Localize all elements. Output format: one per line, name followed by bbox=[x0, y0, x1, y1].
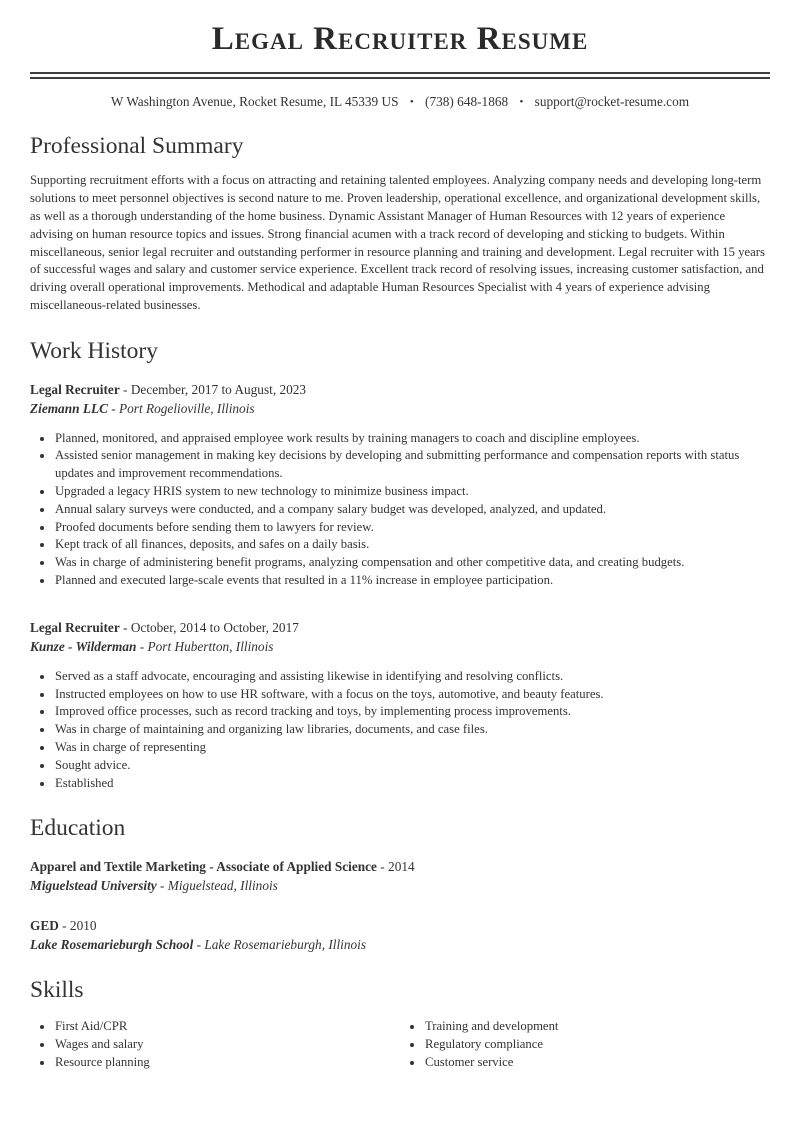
job-bullet: • Proofed documents before sending them to lawyers for review. bbox=[54, 519, 770, 537]
job-bullet-list bbox=[30, 668, 770, 793]
job-bullet: • Instructed employees on how to use HR software, with a focus on the toys, automotive, and beauty features. bbox=[54, 686, 770, 704]
job-bullet: • Established bbox=[54, 775, 770, 793]
dash-separator: - bbox=[111, 400, 116, 416]
company-name: Ziemann LLC bbox=[30, 400, 108, 416]
job-bullet: • Planned and executed large-scale events that resulted in a 11% increase in employee participation. bbox=[54, 572, 770, 590]
contact-address: W Washington Avenue, Rocket Resume, IL 45339 US bbox=[110, 93, 399, 109]
skill-item: • Wages and salary bbox=[54, 1036, 400, 1054]
dash-separator: - bbox=[380, 859, 385, 875]
job-bullet: • Was in charge of administering benefit programs, analyzing compensation and other competitive data, and creating budgets. bbox=[54, 554, 770, 572]
graduation-year: 2014 bbox=[388, 859, 415, 875]
job-bullet: • Sought advice. bbox=[54, 757, 770, 775]
job-bullet: • Assisted senior management in making key decisions by developing and submitting performance and compensation reports with status updates and improvement recommendations. bbox=[54, 447, 770, 483]
graduation-year: 2010 bbox=[69, 918, 97, 934]
job-bullet: • Upgraded a legacy HRIS system to new technology to minimize business impact. bbox=[54, 483, 770, 501]
contact-separator-dot: • bbox=[519, 95, 524, 108]
job-dates: December, 2017 to August, 2023 bbox=[130, 381, 307, 397]
job-entry bbox=[30, 618, 770, 793]
skill-item: • Training and development bbox=[424, 1018, 770, 1036]
company-name: Kunze - Wilderman bbox=[30, 638, 137, 654]
dash-separator: - bbox=[160, 878, 165, 894]
job-dates: October, 2014 to October, 2017 bbox=[130, 619, 299, 635]
job-bullet: • Planned, monitored, and appraised employee work results by training managers to coach and discipline employees. bbox=[54, 430, 770, 448]
skills-list-left bbox=[30, 1018, 400, 1072]
job-entry bbox=[30, 380, 770, 590]
job-bullet: • Was in charge of maintaining and organizing law libraries, documents, and case files. bbox=[54, 721, 770, 739]
job-title: Legal Recruiter bbox=[30, 619, 120, 635]
job-location: Port Rogelioville, Illinois bbox=[119, 400, 255, 416]
education-entry bbox=[30, 857, 770, 895]
education-entry bbox=[30, 916, 770, 954]
job-location: Port Hubertton, Illinois bbox=[147, 638, 274, 654]
school-line bbox=[30, 935, 770, 954]
contact-email: support@rocket-resume.com bbox=[534, 93, 690, 109]
job-company-line bbox=[30, 637, 770, 656]
skill-item: • Resource planning bbox=[54, 1054, 400, 1072]
school-name: Miguelstead University bbox=[30, 878, 157, 894]
section-heading-professional-summary: Professional Summary bbox=[30, 132, 244, 159]
job-bullet: • Improved office processes, such as record tracking and toys, by implementing process improvements. bbox=[54, 703, 770, 721]
degree-name: Apparel and Textile Marketing - Associate of Applied Science bbox=[30, 859, 377, 875]
job-title: Legal Recruiter bbox=[30, 381, 120, 397]
contact-phone: (738) 648-1868 bbox=[425, 93, 509, 109]
professional-summary-text: Supporting recruitment efforts with a focus on attracting and retaining talented employees. Analyzing company needs and developing long-term solutions to meet personnel objectives is second nature to me. Proven leadership, operational excellence, and organizational development skills, as well as a thorough understanding of the home business. Dynamic Assistant Manager of Human Resources with 12 years of experience advising on human resource topics and issues. Strong financial acumen with a track record of developing and sticking to budgets. Within miscellaneous, senior legal recruiter and outstanding performer in resource planning and training and development. Legal recruiter with 15 years of successful wages and salary and customer service experience. Excellent track record of resolving issues, increasing customer satisfaction, and driving overall operational improvements. Methodical and adaptable Human Resources Specialist with 4 years of experience advising miscellaneous-related businesses. bbox=[30, 173, 765, 313]
header-divider bbox=[30, 72, 770, 79]
skill-item: • First Aid/CPR bbox=[54, 1018, 400, 1036]
degree-line bbox=[30, 916, 770, 935]
job-bullet: • Was in charge of representing bbox=[54, 739, 770, 757]
section-heading-work-history: Work History bbox=[30, 337, 158, 364]
section-heading-education: Education bbox=[30, 815, 126, 842]
job-title-line bbox=[30, 618, 770, 637]
degree-line bbox=[30, 857, 770, 876]
dash-separator: - bbox=[123, 381, 128, 397]
job-bullet: • Annual salary surveys were conducted, and a company salary budget was developed, analyzed, and updated. bbox=[54, 501, 770, 519]
job-company-line bbox=[30, 399, 770, 418]
dash-separator: - bbox=[196, 937, 202, 953]
dash-separator: - bbox=[62, 918, 67, 934]
dash-separator: - bbox=[139, 638, 145, 654]
job-bullet: • Kept track of all finances, deposits, and safes on a daily basis. bbox=[54, 536, 770, 554]
school-location: Lake Rosemarieburgh, Illinois bbox=[204, 937, 367, 953]
skill-item: • Customer service bbox=[424, 1054, 770, 1072]
school-location: Miguelstead, Illinois bbox=[167, 878, 278, 894]
section-heading-skills: Skills bbox=[30, 977, 84, 1004]
contact-line bbox=[30, 94, 770, 110]
school-name: Lake Rosemarieburgh School bbox=[30, 937, 194, 953]
skills-columns bbox=[30, 1018, 770, 1072]
dash-separator: - bbox=[123, 619, 128, 635]
page-title: Legal Recruiter Resume bbox=[211, 21, 589, 57]
job-title-line bbox=[30, 380, 770, 399]
degree-name: GED bbox=[30, 918, 59, 934]
contact-separator-dot: • bbox=[409, 95, 414, 108]
job-bullet: • Served as a staff advocate, encouraging and assisting likewise in identifying and resolving conflicts. bbox=[54, 668, 770, 686]
job-bullet-list bbox=[30, 430, 770, 590]
skills-list-right bbox=[400, 1018, 770, 1072]
skill-item: • Regulatory compliance bbox=[424, 1036, 770, 1054]
school-line bbox=[30, 876, 770, 895]
